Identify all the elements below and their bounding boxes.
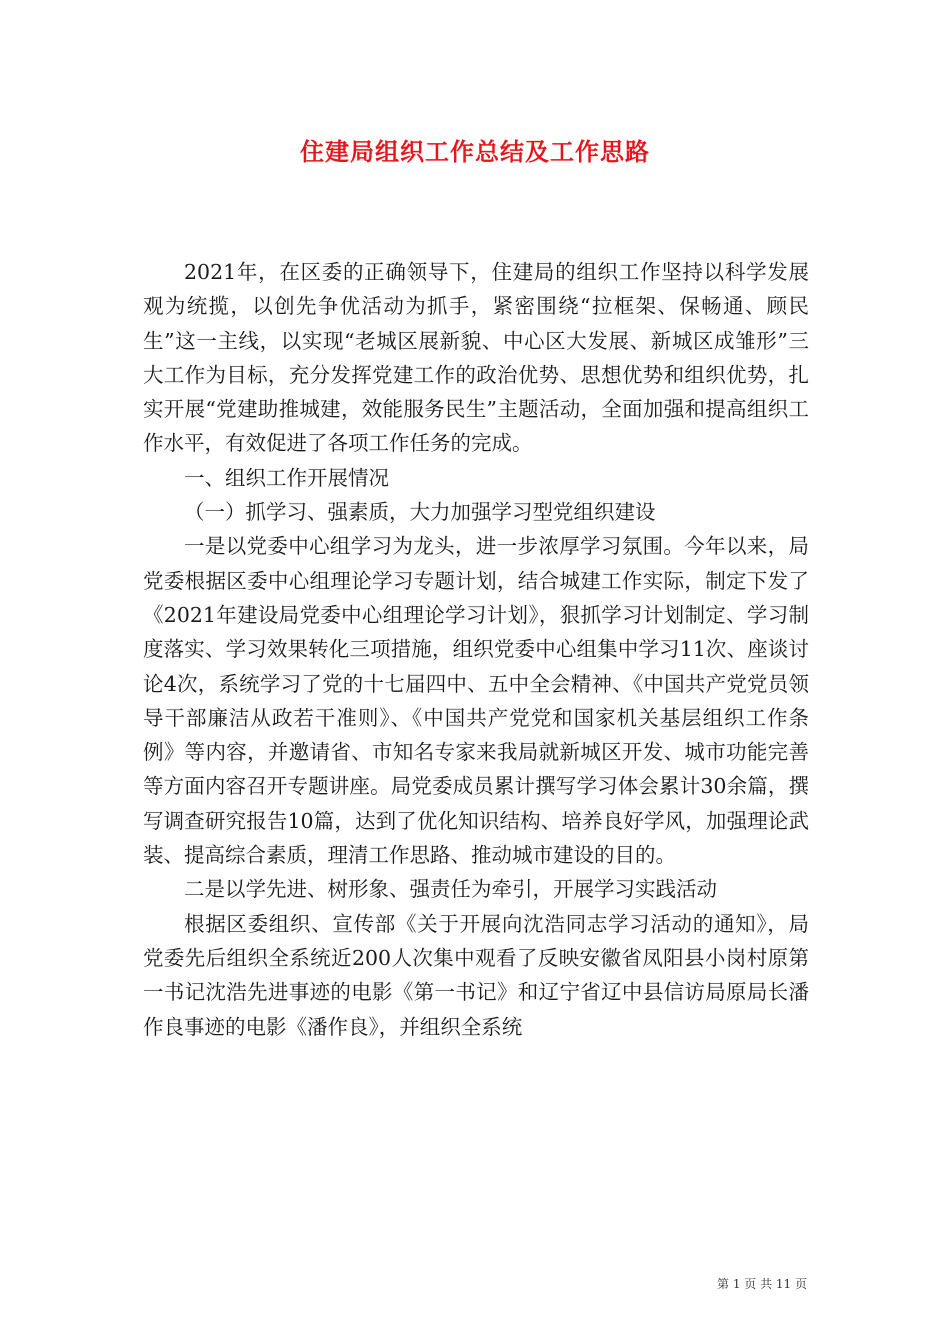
paragraph-study: 一是以党委中心组学习为龙头，进一步浓厚学习氛围。今年以来，局党委根据区委中心组理论学习专题计划，结合城建工作实际，制定下发了《2021年建设局党委中心组理论学习计划》，狠抓学习计划制定、学习制度落实、学习效果转化三项措施，组织党委中心组集中学习11次、座谈讨论4次，系统学习了党的十七届四中、五中全会精神、《中国共产党党员领导干部廉洁从政若干准则》、《中国共产党党和国家机关基层组织工作条例》等内容，并邀请省、市知名专家来我局就新城区开发、城市功能完善等方面内容召开专题讲座。局党委成员累计撰写学习体会累计30余篇，撰写调查研究报告10篇，达到了优化知识结构、培养良好学风，加强理论武装、提高综合素质，理清工作思路、推动城市建设的目的。 (143, 534, 809, 868)
page-number: 第 1 页 共 11 页 (717, 1277, 807, 1291)
subsection-heading: （一）抓学习、强素质，大力加强学习型党组织建设 (184, 500, 656, 525)
paragraph-heading-practice: 二是以学先进、树形象、强责任为牵引，开展学习实践活动 (184, 877, 717, 902)
document-body (143, 255, 809, 1044)
paragraph-intro: 2021年，在区委的正确领导下，住建局的组织工作坚持以科学发展观为统揽，以创先争优活动为抓手，紧密围绕“拉框架、保畅通、顾民生”这一主线，以实现“老城区展新貌、中心区大发展、新城区成雏形”三大工作为目标，充分发挥党建工作的政治优势、思想优势和组织优势，扎实开展“党建助推城建，效能服务民生”主题活动，全面加强和提高组织工作水平，有效促进了各项工作任务的完成。 (143, 260, 809, 456)
section-heading: 一、组织工作开展情况 (184, 465, 389, 490)
document-title: 住建局组织工作总结及工作思路 (300, 137, 650, 166)
paragraph-practice: 根据区委组织、宣传部《关于开展向沈浩同志学习活动的通知》，局党委先后组织全系统近200人次集中观看了反映安徽省凤阳县小岗村原第一书记沈浩先进事迹的电影《第一书记》和辽宁省辽中县信访局原局长潘作良事迹的电影《潘作良》，并组织全系统 (143, 911, 809, 1039)
